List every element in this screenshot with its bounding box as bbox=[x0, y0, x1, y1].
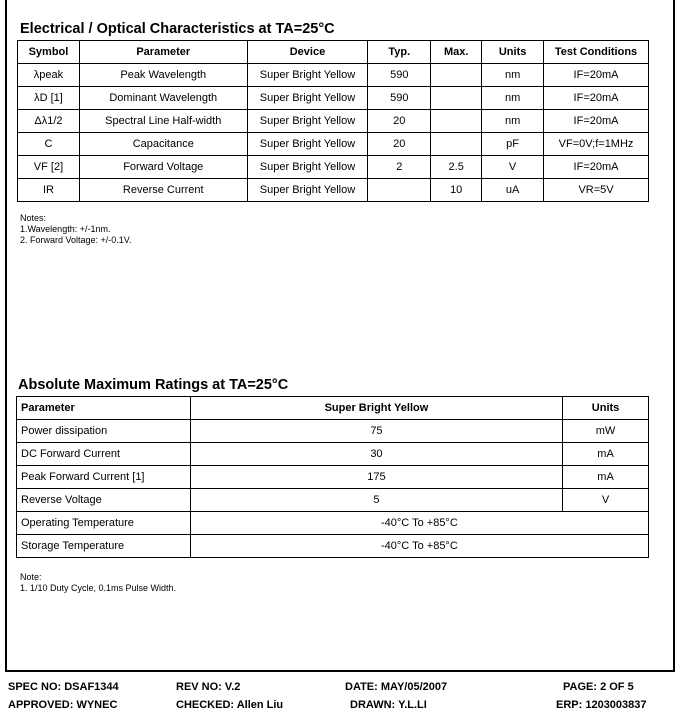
col-header: Symbol bbox=[18, 41, 80, 64]
typ-cell: 590 bbox=[368, 64, 431, 87]
units-cell: V bbox=[482, 156, 544, 179]
absolute-header-row bbox=[17, 397, 649, 420]
typ-cell: 20 bbox=[368, 133, 431, 156]
col-header: Parameter bbox=[79, 41, 247, 64]
col-header: Parameter bbox=[17, 397, 191, 420]
typ-cell: 2 bbox=[368, 156, 431, 179]
value-cell: 30 bbox=[190, 443, 562, 466]
parameter-cell: DC Forward Current bbox=[17, 443, 191, 466]
parameter-cell: Capacitance bbox=[79, 133, 247, 156]
max-cell: 2.5 bbox=[431, 156, 482, 179]
units-cell: pF bbox=[482, 133, 544, 156]
units-cell: nm bbox=[482, 110, 544, 133]
symbol-cell: λD [1] bbox=[18, 87, 80, 110]
checked: CHECKED: Allen Liu bbox=[176, 699, 284, 711]
typ-cell: 590 bbox=[368, 87, 431, 110]
parameter-cell: Dominant Wavelength bbox=[79, 87, 247, 110]
absolute-title: Absolute Maximum Ratings at TA=25°C bbox=[18, 377, 289, 393]
col-header: Device bbox=[247, 41, 368, 64]
symbol-cell: IR bbox=[18, 179, 80, 202]
table-row bbox=[18, 179, 649, 202]
max-cell bbox=[431, 133, 482, 156]
absolute-table bbox=[16, 396, 649, 558]
table-row bbox=[17, 443, 649, 466]
units-cell: mW bbox=[563, 420, 649, 443]
electrical-table bbox=[17, 40, 649, 202]
table-row bbox=[17, 512, 649, 535]
table-row bbox=[18, 156, 649, 179]
max-cell: 10 bbox=[431, 179, 482, 202]
electrical-notes: Notes: 1.Wavelength: +/-1nm. 2. Forward Voltage: +/-0.1V. bbox=[20, 213, 132, 245]
electrical-header-row bbox=[18, 41, 649, 64]
symbol-cell: λpeak bbox=[18, 64, 80, 87]
test-cell: IF=20mA bbox=[544, 64, 649, 87]
table-row bbox=[17, 466, 649, 489]
value-cell: 5 bbox=[190, 489, 562, 512]
max-cell bbox=[431, 110, 482, 133]
symbol-cell: C bbox=[18, 133, 80, 156]
device-cell: Super Bright Yellow bbox=[247, 110, 368, 133]
typ-cell bbox=[368, 179, 431, 202]
col-header: Test Conditions bbox=[544, 41, 649, 64]
parameter-cell: Forward Voltage bbox=[79, 156, 247, 179]
test-cell: VR=5V bbox=[544, 179, 649, 202]
parameter-cell: Reverse Voltage bbox=[17, 489, 191, 512]
units-cell: uA bbox=[482, 179, 544, 202]
units-cell: mA bbox=[563, 466, 649, 489]
device-cell: Super Bright Yellow bbox=[247, 179, 368, 202]
typ-cell: 20 bbox=[368, 110, 431, 133]
units-cell: V bbox=[563, 489, 649, 512]
symbol-cell: VF [2] bbox=[18, 156, 80, 179]
value-cell: 75 bbox=[190, 420, 562, 443]
col-header: Units bbox=[563, 397, 649, 420]
date: DATE: MAY/05/2007 bbox=[345, 681, 448, 693]
col-header: Units bbox=[482, 41, 544, 64]
device-cell: Super Bright Yellow bbox=[247, 87, 368, 110]
parameter-cell: Storage Temperature bbox=[17, 535, 191, 558]
units-cell: nm bbox=[482, 64, 544, 87]
parameter-cell: Reverse Current bbox=[79, 179, 247, 202]
table-row bbox=[18, 110, 649, 133]
col-header: Typ. bbox=[368, 41, 431, 64]
parameter-cell: Power dissipation bbox=[17, 420, 191, 443]
table-row bbox=[17, 535, 649, 558]
table-row bbox=[18, 87, 649, 110]
value-cell: -40°C To +85°C bbox=[190, 535, 648, 558]
parameter-cell: Peak Wavelength bbox=[79, 64, 247, 87]
drawn: DRAWN: Y.L.LI bbox=[350, 699, 427, 711]
rev-no: REV NO: V.2 bbox=[176, 681, 241, 693]
electrical-title: Electrical / Optical Characteristics at TA=25°C bbox=[20, 21, 335, 37]
test-cell: VF=0V;f=1MHz bbox=[544, 133, 649, 156]
test-cell: IF=20mA bbox=[544, 156, 649, 179]
device-cell: Super Bright Yellow bbox=[247, 64, 368, 87]
test-cell: IF=20mA bbox=[544, 87, 649, 110]
parameter-cell: Peak Forward Current [1] bbox=[17, 466, 191, 489]
erp-number: ERP: 1203003837 bbox=[556, 699, 647, 711]
device-cell: Super Bright Yellow bbox=[247, 156, 368, 179]
parameter-cell: Operating Temperature bbox=[17, 512, 191, 535]
parameter-cell: Spectral Line Half-width bbox=[79, 110, 247, 133]
table-row bbox=[17, 489, 649, 512]
max-cell bbox=[431, 87, 482, 110]
page-number: PAGE: 2 OF 5 bbox=[563, 681, 634, 693]
units-cell: nm bbox=[482, 87, 544, 110]
device-cell: Super Bright Yellow bbox=[247, 133, 368, 156]
table-row bbox=[18, 64, 649, 87]
table-row bbox=[17, 420, 649, 443]
value-cell: 175 bbox=[190, 466, 562, 489]
max-cell bbox=[431, 64, 482, 87]
approved: APPROVED: WYNEC bbox=[8, 699, 118, 711]
units-cell: mA bbox=[563, 443, 649, 466]
col-header: Max. bbox=[431, 41, 482, 64]
value-cell: -40°C To +85°C bbox=[190, 512, 648, 535]
spec-no: SPEC NO: DSAF1344 bbox=[8, 681, 119, 693]
table-row bbox=[18, 133, 649, 156]
absolute-notes: Note: 1. 1/10 Duty Cycle, 0.1ms Pulse Width. bbox=[20, 572, 177, 593]
test-cell: IF=20mA bbox=[544, 110, 649, 133]
symbol-cell: Δλ1/2 bbox=[18, 110, 80, 133]
col-header: Super Bright Yellow bbox=[190, 397, 562, 420]
